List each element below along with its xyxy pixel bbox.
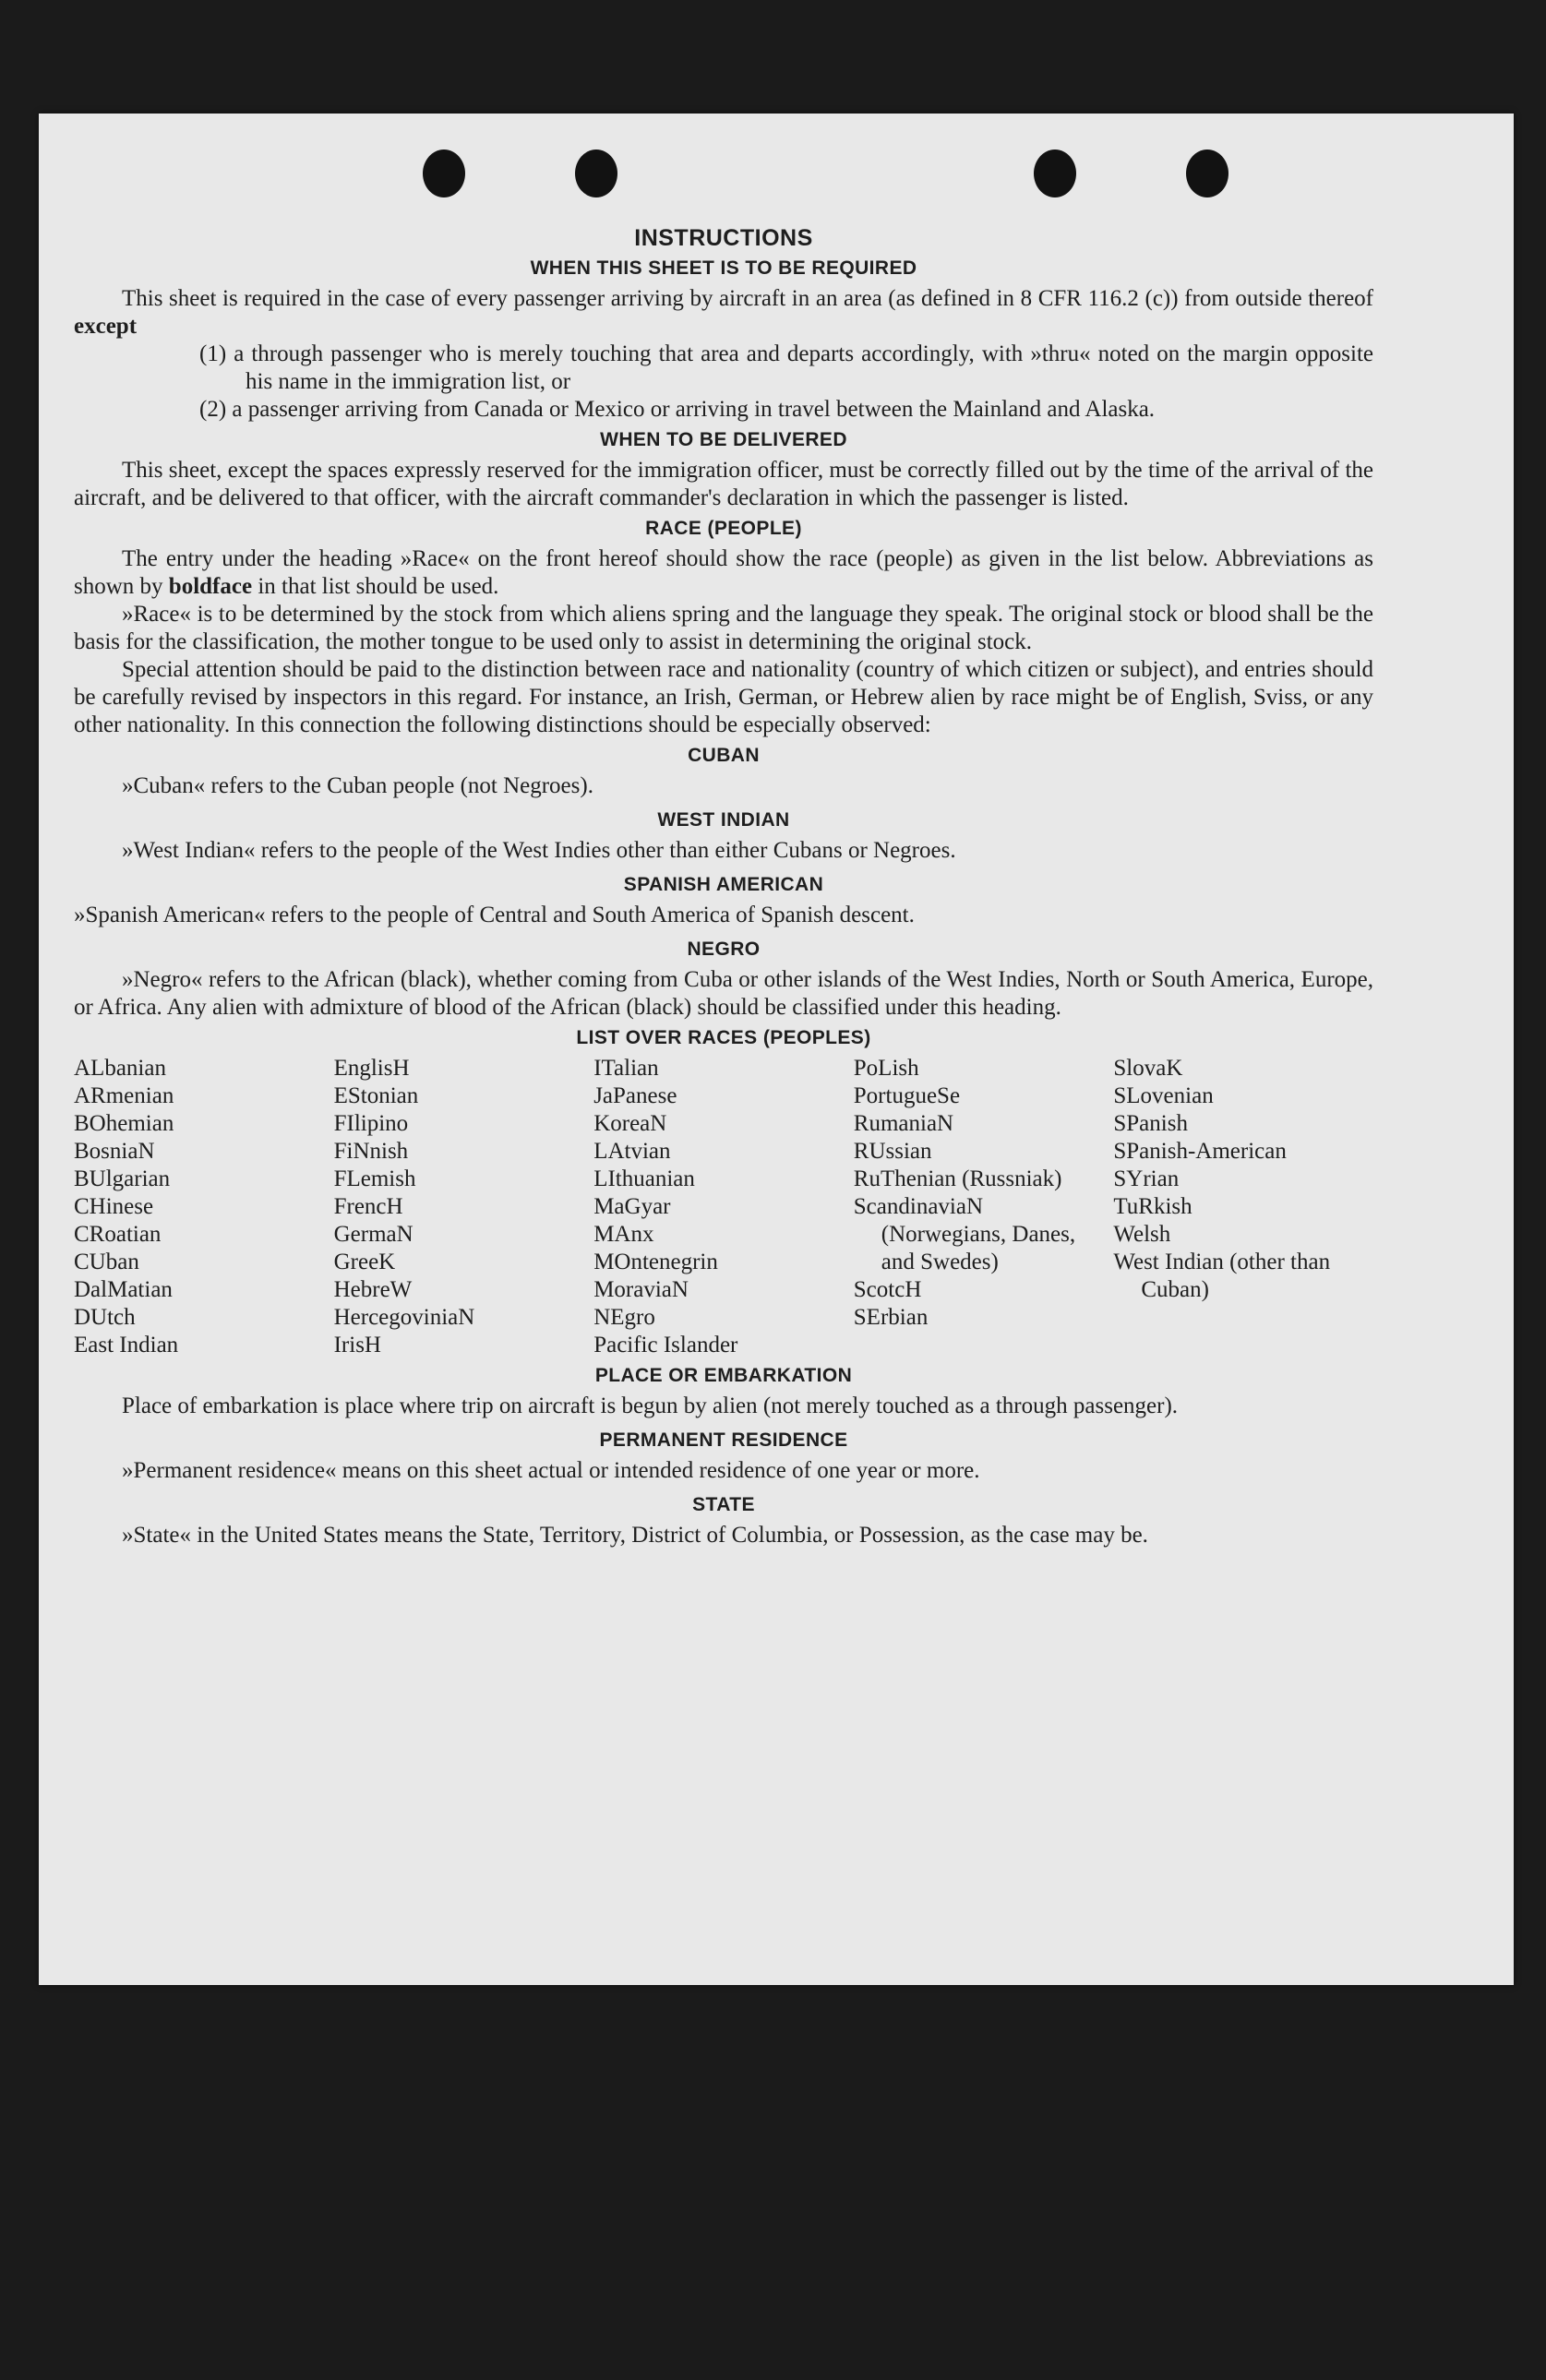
race-item: NEgro bbox=[593, 1305, 655, 1330]
race-item: LAtvian bbox=[593, 1139, 671, 1164]
punch-hole bbox=[423, 149, 465, 197]
race-item: West Indian (other than Cuban) bbox=[1113, 1250, 1331, 1302]
race-item: CHinese bbox=[74, 1194, 154, 1219]
race-item: HebreW bbox=[333, 1277, 413, 1302]
section-heading-when-required: WHEN THIS SHEET IS TO BE REQUIRED bbox=[530, 257, 917, 279]
races-column-3 bbox=[593, 1055, 854, 1359]
section-heading-when-delivered: WHEN TO BE DELIVERED bbox=[600, 429, 847, 450]
race-item: SErbian bbox=[853, 1305, 929, 1330]
race-item: CRoatian bbox=[74, 1222, 162, 1247]
race-item: Pacific Islander bbox=[593, 1333, 738, 1357]
race-paragraph-2: »Race« is to be determined by the stock from which aliens spring and the language they speak. The original stock or blood shall be the basis for the classification, the mother tongue to be used only to assist in determining the original stock. bbox=[74, 602, 1373, 654]
punch-hole bbox=[575, 149, 617, 197]
section-heading-west-indian: WEST INDIAN bbox=[657, 809, 790, 831]
race-item: MAnx bbox=[593, 1222, 654, 1247]
race-item: ScotcH bbox=[853, 1277, 922, 1302]
race-item: SPanish bbox=[1113, 1111, 1188, 1136]
west-indian-paragraph: »West Indian« refers to the people of the West Indies other than either Cubans or Negroes. bbox=[122, 838, 956, 863]
residence-paragraph: »Permanent residence« means on this sheet actual or intended residence of one year or more. bbox=[122, 1458, 980, 1483]
race-item: ALbanian bbox=[74, 1056, 166, 1081]
races-column-4 bbox=[854, 1055, 1114, 1359]
race-item: FiNnish bbox=[333, 1139, 409, 1164]
instructions-text bbox=[74, 221, 1373, 1549]
negro-paragraph: »Negro« refers to the African (black), whether coming from Cuba or other islands of the West Indies, North or South America, Europe, or Africa. Any alien with admixture of blood of the African (black) should be classified under this heading. bbox=[74, 967, 1373, 1020]
race-paragraph-1 bbox=[74, 545, 1373, 601]
race-item: HercegoviniaN bbox=[333, 1305, 475, 1330]
race-item: JaPanese bbox=[593, 1083, 677, 1108]
race-item: PortugueSe bbox=[853, 1083, 961, 1108]
race-item: MoraviaN bbox=[593, 1277, 689, 1302]
race-item: BosniaN bbox=[74, 1139, 155, 1164]
page-title: INSTRUCTIONS bbox=[634, 225, 813, 251]
section-heading-state: STATE bbox=[692, 1494, 755, 1515]
race-item: FLemish bbox=[333, 1166, 416, 1191]
embarkation-paragraph: Place of embarkation is place where trip on aircraft is begun by alien (not merely touched as a through passenger). bbox=[122, 1393, 1179, 1418]
race-item: BUlgarian bbox=[74, 1166, 171, 1191]
race-item: FrencH bbox=[333, 1194, 403, 1219]
race-item: EnglisH bbox=[333, 1056, 410, 1081]
race-item: EStonian bbox=[333, 1083, 419, 1108]
race-item: RUssian bbox=[853, 1139, 932, 1164]
race-item: SlovaK bbox=[1113, 1056, 1183, 1081]
exception-item-2: (2) a passenger arriving from Canada or Mexico or arriving in travel between the Mainland and Alaska. bbox=[199, 397, 1156, 422]
race-p1-bold: boldface bbox=[168, 574, 253, 599]
punch-hole bbox=[1186, 149, 1228, 197]
race-item: RumaniaN bbox=[853, 1111, 954, 1136]
cuban-paragraph: »Cuban« refers to the Cuban people (not Negroes). bbox=[122, 773, 593, 798]
race-item: TuRkish bbox=[1113, 1194, 1192, 1219]
race-paragraph-3: Special attention should be paid to the distinction between race and nationality (country of which citizen or subject), and entries should be carefully revised by inspectors in this regard. For instance, an Irish, German, or Hebrew alien by race might be of English, Sviss, or any other nationality. In this connection the following distinctions should be especially observed: bbox=[74, 657, 1373, 737]
race-item: GreeK bbox=[333, 1250, 396, 1274]
race-p1-start: The entry under the heading »Race« on the front hereof should show the race (people) as given in the list below. Abbreviations as shown by bbox=[74, 546, 1373, 599]
race-item: SLovenian bbox=[1113, 1083, 1214, 1108]
race-p1-end: in that list should be used. bbox=[252, 574, 499, 599]
section-heading-race: RACE (PEOPLE) bbox=[645, 518, 802, 539]
section-heading-embarkation: PLACE OR EMBARKATION bbox=[594, 1365, 853, 1386]
race-item: East Indian bbox=[74, 1333, 179, 1357]
race-item: DalMatian bbox=[74, 1277, 173, 1302]
section-heading-residence: PERMANENT RESIDENCE bbox=[599, 1429, 848, 1451]
when-delivered-paragraph: This sheet, except the spaces expressly reserved for the immigration officer, must be correctly filled out by the time of the arrival of the aircraft, and be delivered to that officer, with the aircraft commander's declaration in which the passenger is listed. bbox=[74, 458, 1373, 510]
punch-hole bbox=[1034, 149, 1076, 197]
race-item: IrisH bbox=[333, 1333, 381, 1357]
races-column-1 bbox=[74, 1055, 334, 1359]
state-paragraph: »State« in the United States means the State, Territory, District of Columbia, or Possession, as the case may be. bbox=[122, 1523, 1148, 1548]
race-item: SYrian bbox=[1113, 1166, 1180, 1191]
race-item: ARmenian bbox=[74, 1083, 174, 1108]
race-item: ScandinaviaN (Norwegians, Danes, and Swedes) bbox=[853, 1194, 1076, 1274]
races-list bbox=[74, 1055, 1373, 1359]
race-item: ITalian bbox=[593, 1056, 659, 1081]
when-required-text: This sheet is required in the case of every passenger arriving by aircraft in an area (as defined in 8 CFR 116.2 (c)) from outside thereof bbox=[122, 286, 1373, 311]
race-item: SPanish-American bbox=[1113, 1139, 1287, 1164]
race-item: PoLish bbox=[853, 1056, 919, 1081]
race-item: Welsh bbox=[1113, 1222, 1171, 1247]
race-item: MaGyar bbox=[593, 1194, 671, 1219]
race-item: RuThenian (Russniak) bbox=[853, 1166, 1062, 1191]
when-required-paragraph bbox=[74, 285, 1373, 341]
exception-item-1: (1) a through passenger who is merely touching that area and departs accordingly, with »thru« noted on the margin opposite his name in the immigration list, or bbox=[199, 341, 1373, 394]
races-column-5 bbox=[1113, 1055, 1373, 1359]
race-item: MOntenegrin bbox=[593, 1250, 718, 1274]
races-column-2 bbox=[334, 1055, 594, 1359]
race-item: KoreaN bbox=[593, 1111, 667, 1136]
race-item: DUtch bbox=[74, 1305, 136, 1330]
race-item: CUban bbox=[74, 1250, 139, 1274]
section-heading-races-list: LIST OVER RACES (PEOPLES) bbox=[576, 1027, 871, 1048]
section-heading-negro: NEGRO bbox=[687, 939, 761, 960]
race-item: BOhemian bbox=[74, 1111, 174, 1136]
race-item: GermaN bbox=[333, 1222, 413, 1247]
race-item: FIlipino bbox=[333, 1111, 409, 1136]
when-required-bold: except bbox=[74, 314, 138, 339]
spanish-american-paragraph: »Spanish American« refers to the people of Central and South America of Spanish descent. bbox=[74, 903, 915, 927]
section-heading-spanish-american: SPANISH AMERICAN bbox=[623, 874, 824, 895]
section-heading-cuban: CUBAN bbox=[688, 745, 760, 766]
race-item: LIthuanian bbox=[593, 1166, 695, 1191]
